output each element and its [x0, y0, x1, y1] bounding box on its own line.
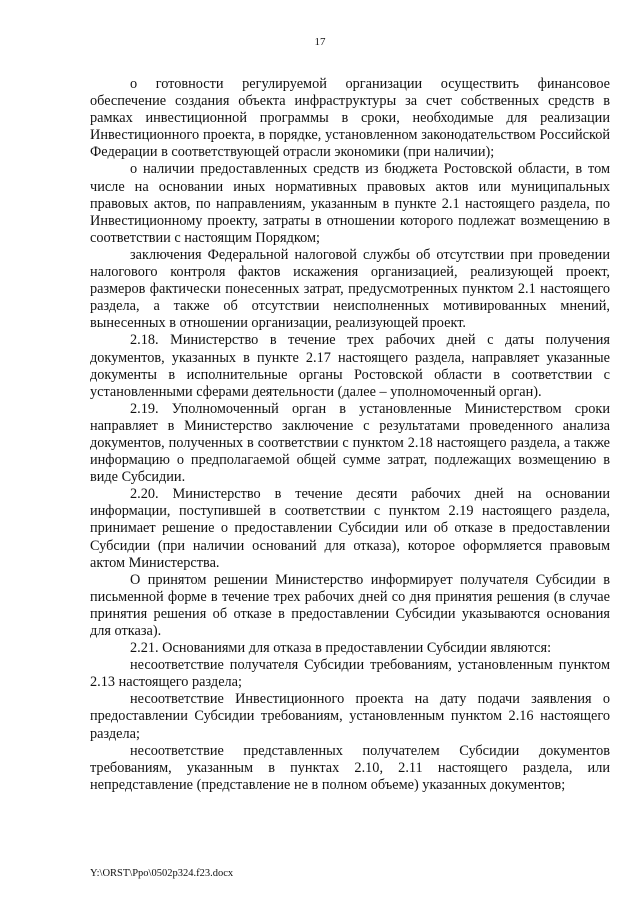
- paragraph-2-18: 2.18. Министерство в течение трех рабочих дней с даты получения документов, указанных в пункте 2.17 настоящего раздела, направляет указанные документы в исполнительные органы Ростовской области в соответствии с установленными сферами деятельности (далее – уполномоченный орган).: [90, 332, 610, 400]
- document-body: [90, 76, 610, 794]
- paragraph-decision-notice: О принятом решении Министерство информирует получателя Субсидии в письменной форме в течение трех рабочих дней со дня принятия решения (в случае принятия решения об отказе в предоставлении Субсидии указываются основания для отказа).: [90, 571, 610, 639]
- page-number: 17: [314, 36, 326, 48]
- paragraph-refusal-ground-recipient: несоответствие получателя Субсидии требованиям, установленным пунктом 2.13 настоящего раздела;: [90, 657, 610, 691]
- paragraph-2-21: 2.21. Основаниями для отказа в предоставлении Субсидии являются:: [130, 640, 552, 657]
- paragraph-refusal-ground-project: несоответствие Инвестиционного проекта на дату подачи заявления о предоставлении Субсидии требованиям, установленным пунктом 2.16 настоящего раздела;: [90, 691, 610, 742]
- footer-file-path: Y:\ORST\Ppo\0502p324.f23.docx: [90, 868, 234, 879]
- paragraph-tax-service-conclusion: заключения Федеральной налоговой службы об отсутствии при проведении налогового контроля фактов искажения организацией, реализующей проект, размеров фактически понесенных затрат, предусмотренных пунктом 2.1 настоящего раздела, а также об отсутствии неисполненных мотивированных мнений, вынесенных в отношении организации, реализующей проект.: [90, 246, 610, 332]
- paragraph-2-19: 2.19. Уполномоченный орган в установленные Министерством сроки направляет в Министерство заключение с результатами проведенного анализа документов, полученных в соответствии с пунктом 2.18 настоящего раздела, а также информацию о предполагаемой общей сумме затрат, подлежащих возмещению в виде Субсидии.: [90, 400, 610, 486]
- paragraph-refusal-ground-documents: несоответствие представленных получателем Субсидии документов требованиям, указанным в пунктах 2.10, 2.11 настоящего раздела, или непредставление (представление не в полном объеме) указанных документов;: [90, 742, 610, 793]
- paragraph-2-20: 2.20. Министерство в течение десяти рабочих дней на основании информации, поступившей в соответствии с пунктом 2.19 настоящего раздела, принимает решение о предоставлении Субсидии или об отказе в предоставлении Субсидии (при наличии оснований для отказа), которое оформляется правовым актом Министерства.: [90, 486, 610, 571]
- paragraph-budget-funds: о наличии предоставленных средств из бюджета Ростовской области, в том числе на основании иных нормативных правовых актов или муниципальных правовых актов, по направлениям, указанным в пункте 2.1 настоящего раздела, по Инвестиционному проекту, затраты в отношении которого подлежат возмещению в соответствии с настоящим Порядком;: [90, 161, 610, 246]
- paragraph-infrastructure-readiness: о готовности регулируемой организации осуществить финансовое обеспечение создания объекта инфраструктуры за счет собственных средств в рамках инвестиционной программы в сроки, необходимые для реализации Инвестиционного проекта, в порядке, установленном законодательством Российской Федерации в соответствующей отрасли экономики (при наличии);: [90, 76, 610, 161]
